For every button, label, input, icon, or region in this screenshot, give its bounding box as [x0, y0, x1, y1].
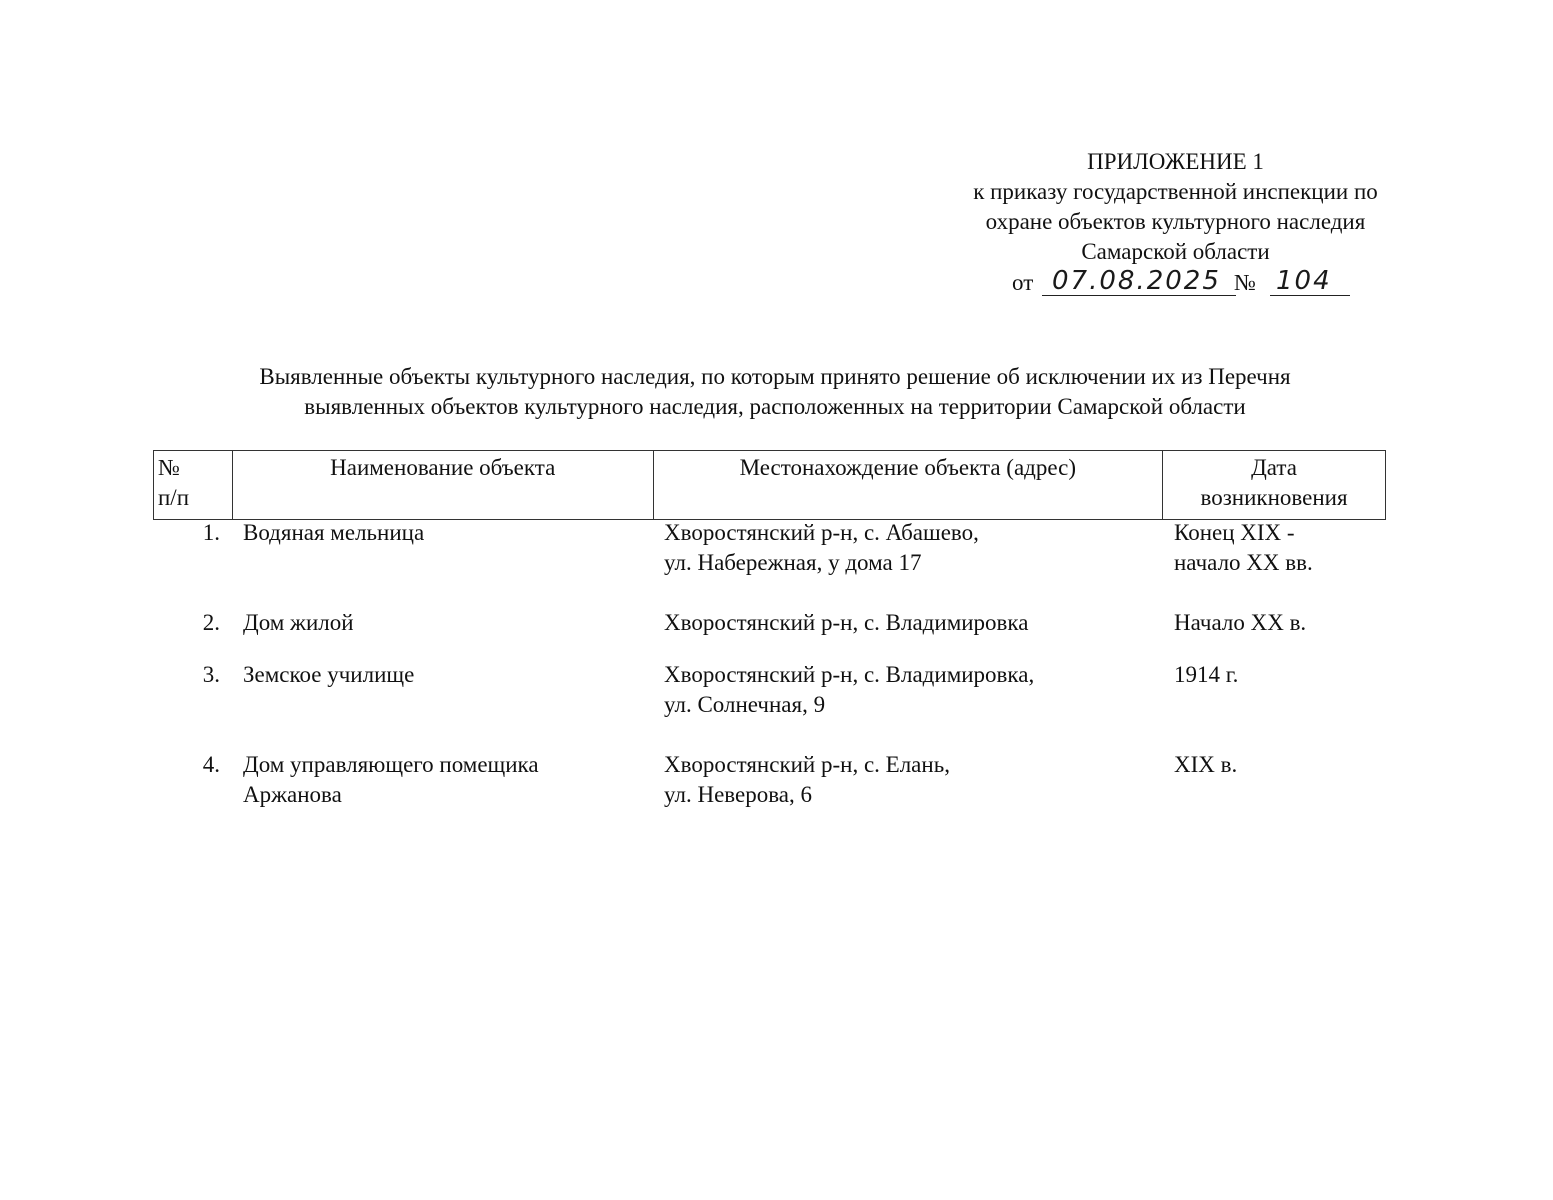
- header-name-text: Наименование объекта: [330, 455, 556, 480]
- address-line: Хворостянский р-н, с. Владимировка,: [664, 662, 1035, 687]
- address-line: Хворостянский р-н, с. Елань,: [664, 752, 950, 777]
- object-date: [1174, 660, 1384, 690]
- name-line: Водяная мельница: [243, 520, 425, 545]
- object-address: [664, 750, 1164, 810]
- row-number: 1.: [202, 520, 220, 545]
- date-line: XIX в.: [1174, 752, 1238, 777]
- address-line: Хворостянский р-н, с. Владимировка: [664, 610, 1029, 635]
- object-date: [1174, 518, 1384, 578]
- title-line-2: выявленных объектов культурного наследия, расположенных на территории Самарской области: [304, 394, 1246, 419]
- name-line: Земское училище: [243, 662, 415, 687]
- header-num-line-1: №: [158, 455, 180, 480]
- appendix-heading: ПРИЛОЖЕНИЕ 1: [1087, 149, 1264, 174]
- object-address: [664, 608, 1164, 638]
- address-line: ул. Неверова, 6: [664, 782, 812, 807]
- handwritten-number: 104: [1276, 266, 1332, 296]
- object-date: [1174, 608, 1384, 638]
- name-line: Аржанова: [243, 782, 342, 807]
- title-line-1: Выявленные объекты культурного наследия, по которым принято решение об исключении их из Перечня: [259, 364, 1291, 389]
- object-name: [243, 660, 653, 690]
- document-title: [130, 362, 1420, 422]
- header-num: [154, 451, 233, 520]
- header-date: [1163, 451, 1386, 520]
- object-address: [664, 518, 1164, 578]
- date-line: Начало XX в.: [1174, 610, 1307, 635]
- table-header: [153, 450, 1386, 520]
- appendix-block: [900, 147, 1451, 267]
- date-line: 1914 г.: [1174, 662, 1239, 687]
- appendix-line-3: охране объектов культурного наследия: [985, 209, 1366, 234]
- address-line: ул. Набережная, у дома 17: [664, 550, 922, 575]
- object-name: [243, 518, 653, 548]
- object-address: [664, 660, 1164, 720]
- address-line: ул. Солнечная, 9: [664, 692, 826, 717]
- number-label: №: [1234, 270, 1256, 295]
- appendix-line-2: к приказу государственной инспекции по: [973, 179, 1378, 204]
- header-date-line-2: возникновения: [1200, 485, 1348, 510]
- row-number: 3.: [202, 662, 220, 687]
- date-line: Конец XIX -: [1174, 520, 1295, 545]
- address-line: Хворостянский р-н, с. Абашево,: [664, 520, 979, 545]
- header-row: [154, 451, 1386, 520]
- header-name: [232, 451, 653, 520]
- row-number: 2.: [202, 610, 220, 635]
- object-name: [243, 608, 653, 638]
- handwritten-date: 07.08.2025: [1052, 266, 1221, 296]
- header-date-line-1: Дата: [1251, 455, 1297, 480]
- header-address-text: Местонахождение объекта (адрес): [739, 455, 1077, 480]
- order-date-number: [1012, 266, 1352, 302]
- date-line: начало XX вв.: [1174, 550, 1313, 575]
- header-address: [653, 451, 1163, 520]
- appendix-line-4: Самарской области: [1081, 239, 1270, 264]
- header-num-line-2: п/п: [158, 485, 190, 510]
- object-name: [243, 750, 653, 810]
- name-line: Дом управляющего помещика: [243, 752, 539, 777]
- object-date: [1174, 750, 1384, 780]
- from-label: от: [1012, 270, 1034, 295]
- name-line: Дом жилой: [243, 610, 354, 635]
- row-number: 4.: [202, 752, 220, 777]
